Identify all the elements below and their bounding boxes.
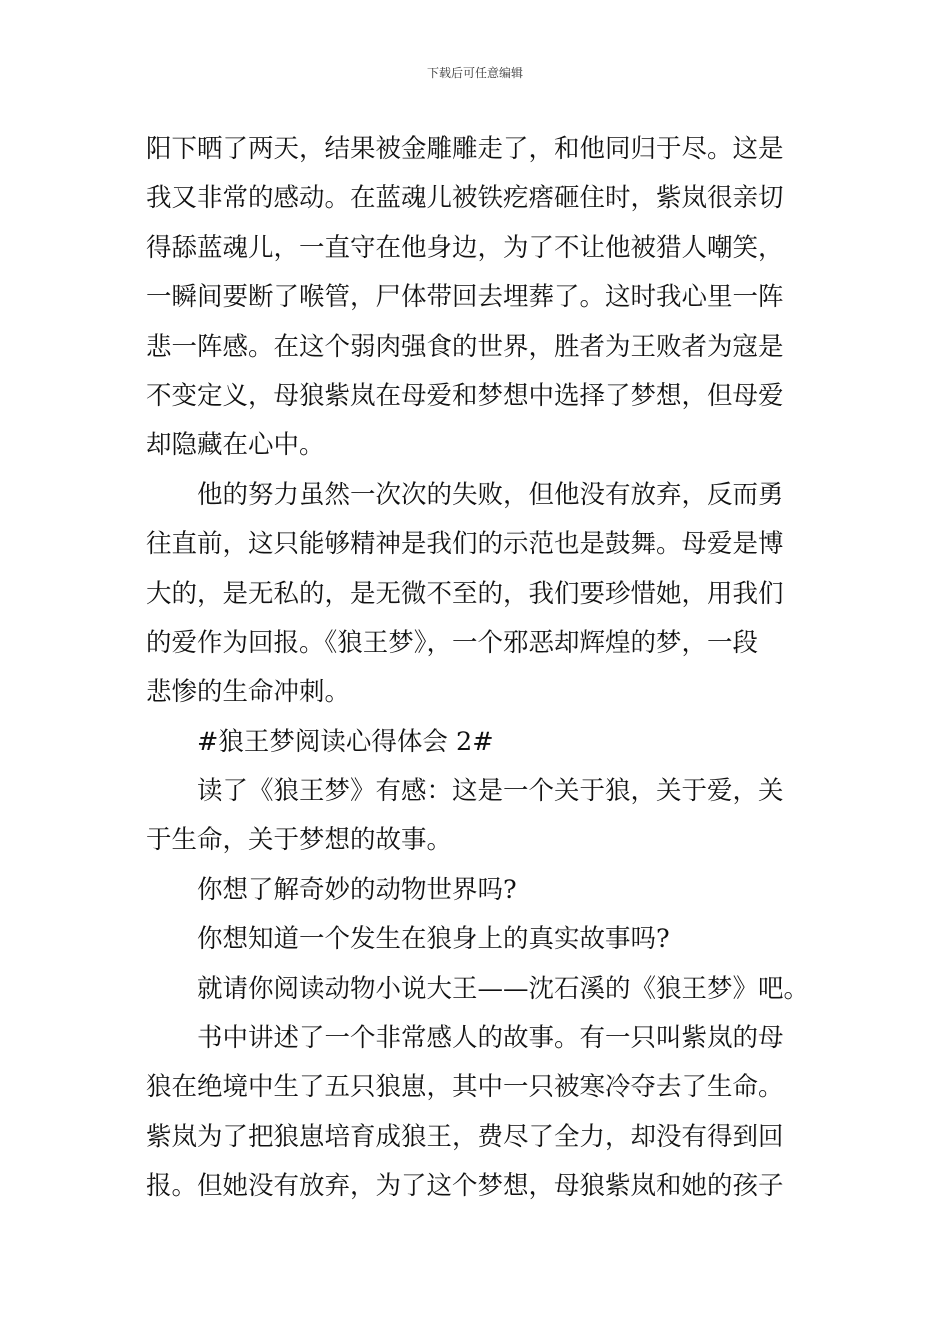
text-line: 于生命，关于梦想的故事。 [146, 825, 453, 856]
text-line: 悲惨的生命冲刺。 [146, 677, 351, 708]
text-line: 大的，是无私的，是无微不至的，我们要珍惜她，用我们 [146, 578, 784, 609]
text-line: 你想知道一个发生在狼身上的真实故事吗? [197, 924, 670, 955]
text-line: 紫岚为了把狼崽培育成狼王，费尽了全力，却没有得到回 [146, 1121, 784, 1152]
text-line: 就请你阅读动物小说大王——沈石溪的《狼王梦》吧。 [197, 973, 810, 1004]
text-line: 书中讲述了一个非常感人的故事。有一只叫紫岚的母 [197, 1023, 784, 1054]
text-line: 悲一阵感。在这个弱肉强食的世界，胜者为王败者为寇是 [146, 331, 784, 362]
text-line: 报。但她没有放弃，为了这个梦想，母狼紫岚和她的孩子 [146, 1171, 784, 1202]
text-line: 一瞬间要断了喉管，尸体带回去埋葬了。这时我心里一阵 [146, 282, 784, 313]
text-line: 往直前，这只能够精神是我们的示范也是鼓舞。母爱是博 [146, 529, 784, 560]
document-body [146, 125, 808, 1212]
text-line: 他的努力虽然一次次的失败，但他没有放弃，反而勇 [197, 479, 784, 510]
text-line: 却隐藏在心中。 [146, 430, 325, 461]
page-header: 下载后可任意编辑 [426, 66, 523, 80]
text-line: 不变定义，母狼紫岚在母爱和梦想中选择了梦想，但母爱 [146, 380, 784, 411]
text-line: 我又非常的感动。在蓝魂儿被铁疙瘩砸住时，紫岚很亲切 [146, 183, 784, 214]
text-line: 狼在绝境中生了五只狼崽，其中一只被寒冷夺去了生命。 [146, 1072, 784, 1103]
text-line: 你想了解奇妙的动物世界吗? [197, 874, 517, 905]
text-line: 读了《狼王梦》有感：这是一个关于狼，关于爱，关 [197, 776, 784, 807]
text-line: 得舔蓝魂儿，一直守在他身边，为了不让他被猎人嘲笑， [146, 232, 784, 263]
section-heading: #狼王梦阅读心得体会 2# [197, 726, 494, 757]
text-line: 的爱作为回报。《狼王梦》，一个邪恶却辉煌的梦，一段 [146, 627, 759, 658]
text-line: 阳下晒了两天，结果被金雕雕走了，和他同归于尽。这是 [146, 134, 784, 164]
